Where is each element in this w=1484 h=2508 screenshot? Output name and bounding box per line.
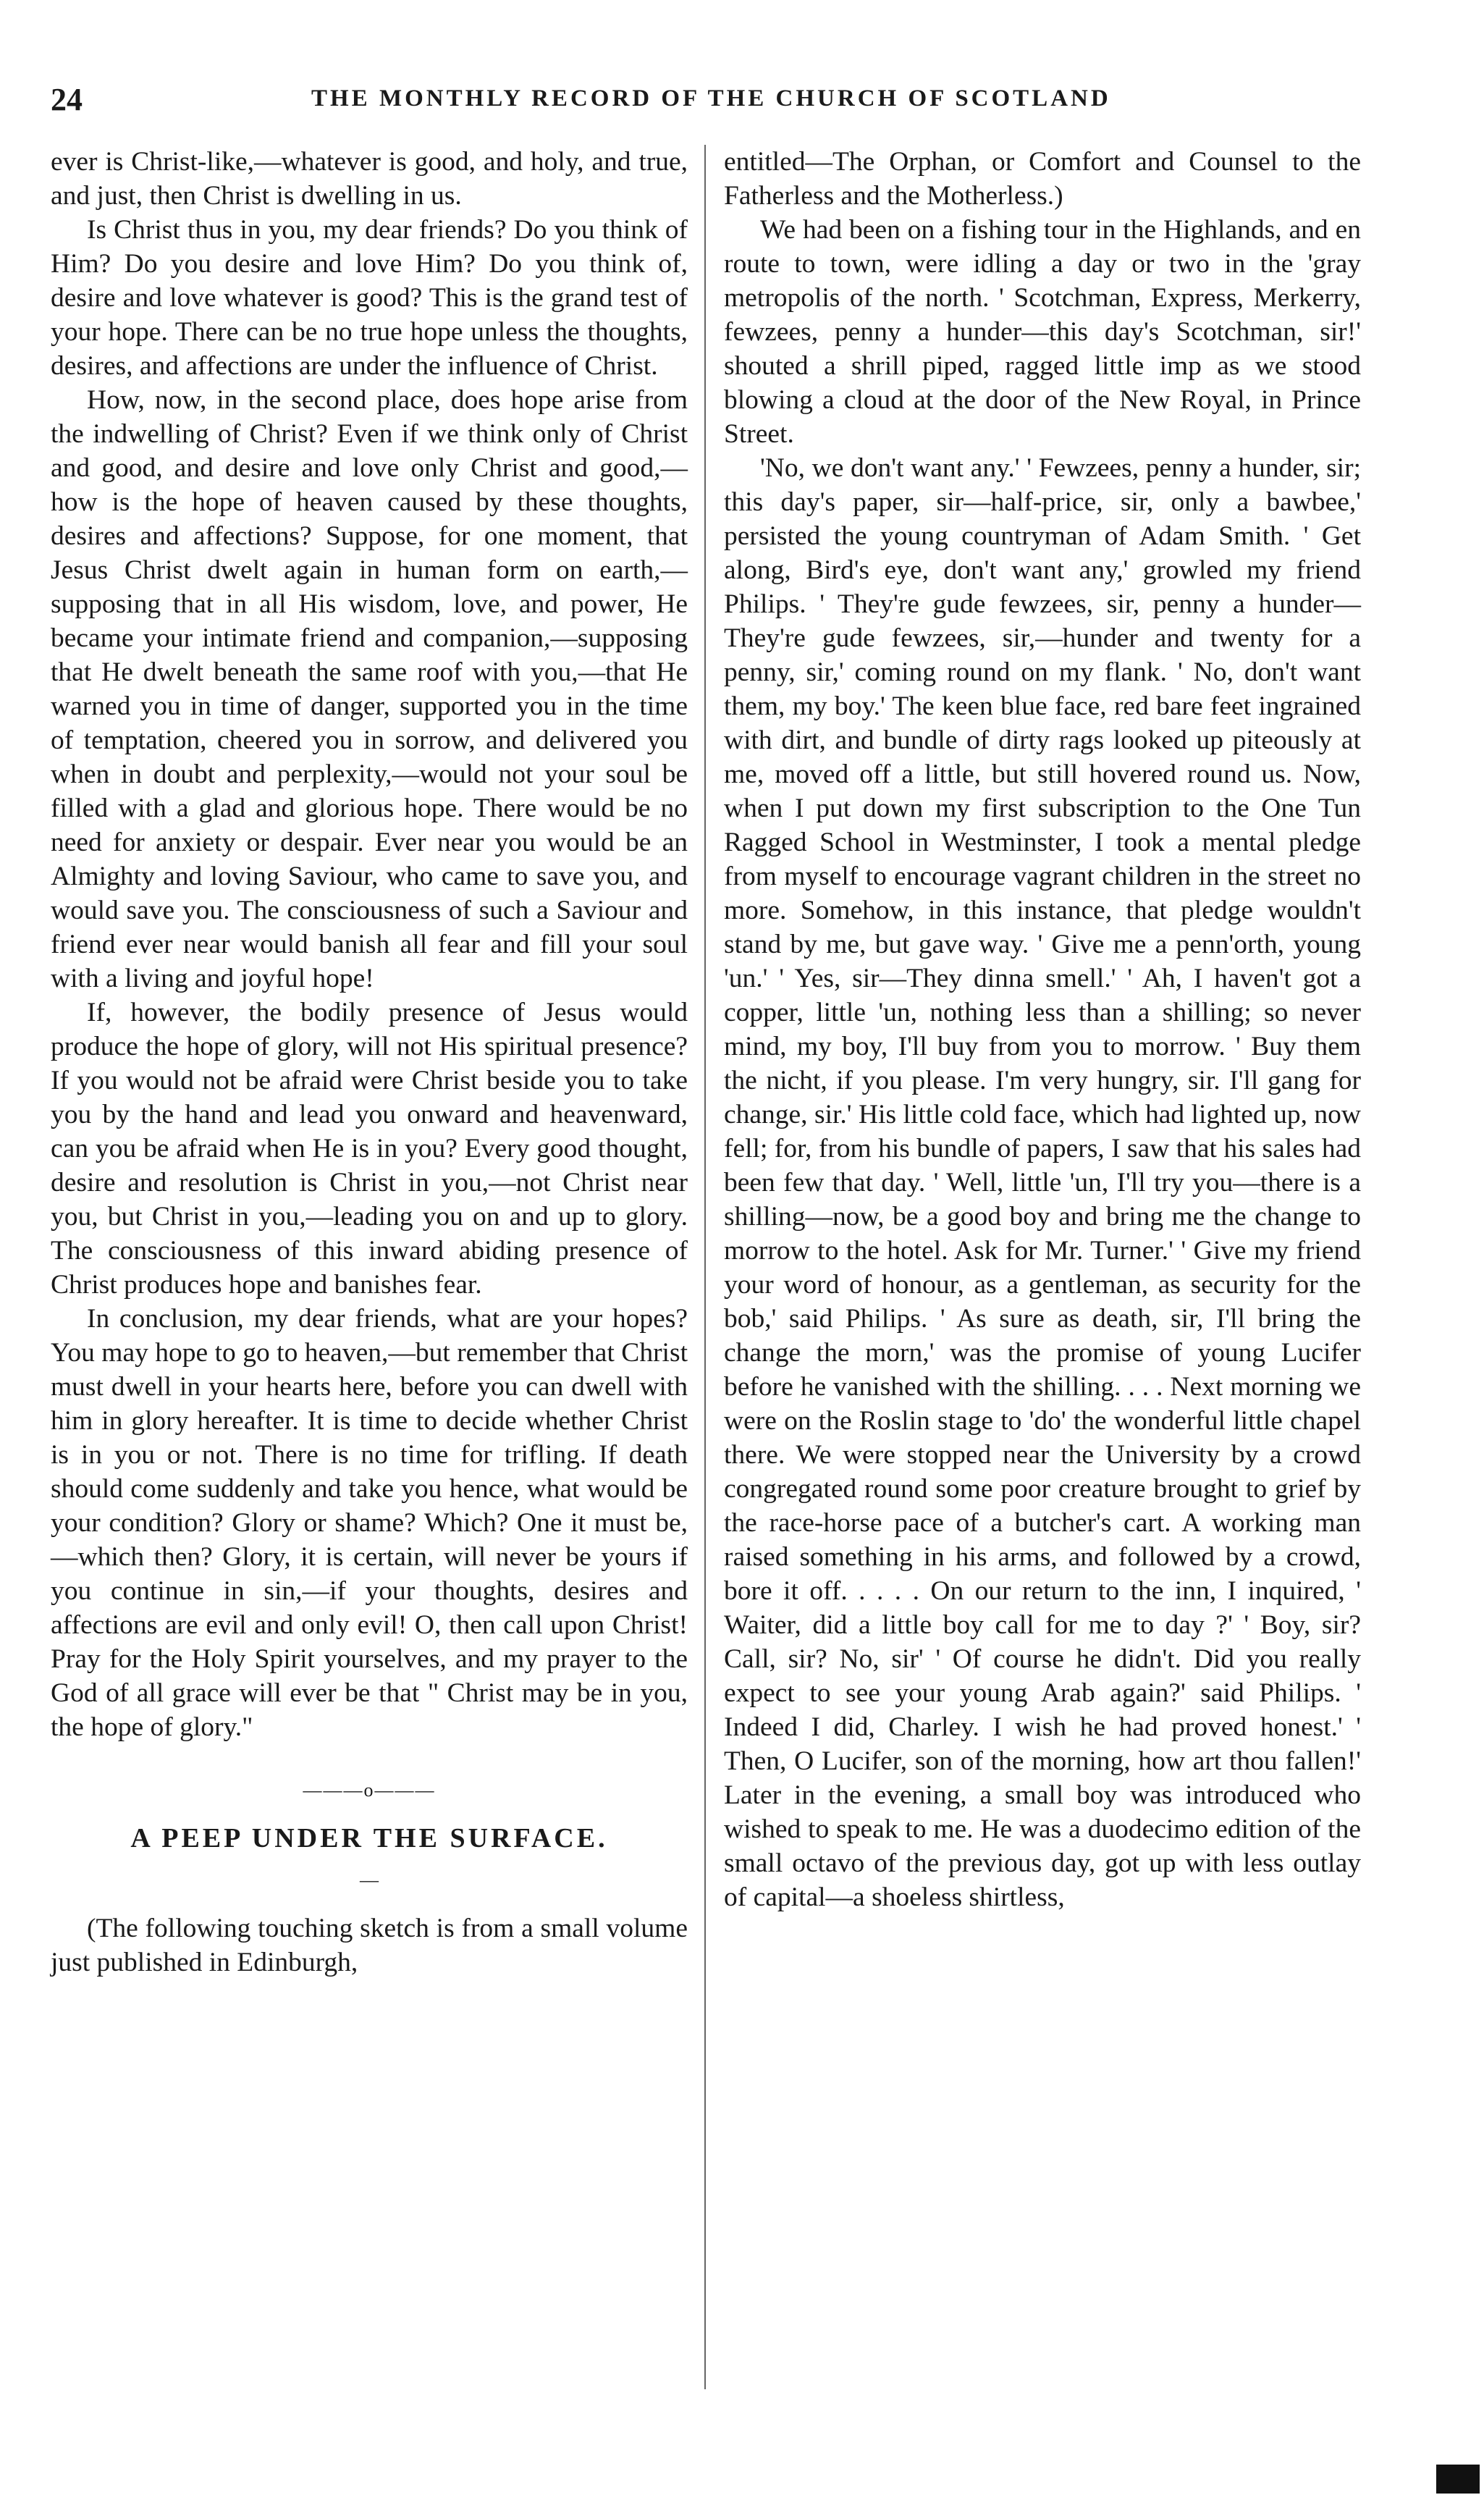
paragraph: (The following touching sketch is from a small volume just published in Edinburgh, [51,1914,688,1977]
section-title: A PEEP UNDER THE SURFACE. [130,1823,608,1853]
paragraph: How, now, in the second place, does hope arise from the indwelling of Christ? Even if we think only of Christ and good, and desire and love only Christ and good,—how is the hope of heaven caused by these thoughts, desires and affections? Suppose, for one moment, that Jesus Christ dwelt again in human form on earth,—supposing that in all His wisdom, love, and power, He became your intimate friend and companion,—supposing that He dwelt beneath the same roof with you,—that He warned you in time of danger, supported you in the time of temptation, cheered you in sorrow, and delivered you when in doubt and perplexity,—would not your soul be filled with a glad and glorious hope. There would be no need for anxiety or despair. Ever near you would be an Almighty and loving Saviour, who came to save you, and would save you. The consciousness of such a Saviour and friend ever near would banish all fear and fill your soul with a living and joyful hope! [51,385,688,993]
paragraph: entitled—The Orphan, or Comfort and Counsel to the Fatherless and the Motherless.) [724,147,1361,211]
section-separator: ———o——— [303,1780,436,1801]
paragraph: If, however, the bodily presence of Jesus would produce the hope of glory, will not His spiritual presence? If you would not be afraid were Christ beside you to take you by the hand and lead you onward and heavenward, can you be afraid when He is in you? Every good thought, desire and resolution is Christ in you,—not Christ near you, but Christ in you,—leading you on and up to glory. The consciousness of this inward abiding presence of Christ produces hope and banishes fear. [51,998,688,1300]
paragraph: Is Christ thus in you, my dear friends? Do you think of Him? Do you desire and love Him? Do you think of, desire and love whatever is good? This is the grand test of your hope. There can be no true hope unless the thoughts, desires, and affections are under the influence of Christ. [51,215,688,381]
title-dash: — [360,1869,379,1890]
paragraph: We had been on a fishing tour in the Highlands, and en route to town, were idling a day or two in the 'gray metropolis of the north. ' Scotchman, Express, Merkerry, fewzees, penny a hunder—this day's Scotchman, sir!' shouted a shrill piped, ragged little imp as we stood blowing a cloud at the door of the New Royal, in Prince Street. [724,215,1361,449]
left-column [51,145,688,1979]
running-title: THE MONTHLY RECORD OF THE CHURCH OF SCOTLAND [311,85,1111,111]
paragraph: ever is Christ-like,—whatever is good, and holy, and true, and just, then Christ is dwelling in us. [51,147,688,211]
column-rule [704,145,706,2389]
scan-edge-mark [1436,2465,1480,2494]
page-header [51,81,1412,125]
paragraph: 'No, we don't want any.' ' Fewzees, penny a hunder, sir; this day's paper, sir—half-price, sir, only a bawbee,' persisted the young countryman of Adam Smith. ' Get along, Bird's eye, don't want any,' growled my friend Philips. ' They're gude fewzees, sir, penny a hunder—They're gude fewzees, sir,—hunder and twenty for a penny, sir,' coming round on my flank. ' No, don't want them, my boy.' The keen blue face, red bare feet ingrained with dirt, and bundle of dirty rags looked up piteously at me, moved off a little, but still hovered round us. Now, when I put down my first subscription to the One Tun Ragged School in Westminster, I took a mental pledge from myself to encourage vagrant children in the street no more. Somehow, in this instance, that pledge wouldn't stand by me, but gave way. ' Give me a penn'orth, young 'un.' ' Yes, sir—They dinna smell.' ' Ah, I haven't got a copper, little 'un, nothing less than a shilling; so never mind, my boy, I'll buy from you to morrow. ' Buy them the nicht, if you please. I'm very hungry, sir. I'll gang for change, sir.' His little cold face, which had lighted up, now fell; for, from his bundle of papers, I saw that his sales had been few that day. ' Well, little 'un, I'll try you—there is a shilling—now, be a good boy and bring me the change to morrow to the hotel. Ask for Mr. Turner.' ' Give my friend your word of honour, as a gentleman, as security for the bob,' said Philips. ' As sure as death, sir, I'll bring the change the morn,' was the promise of young Lucifer before he vanished with the shilling. . . . Next morning we were on the Roslin stage to 'do' the wonderful little chapel there. We were stopped near the University by a crowd congregated round some poor creature brought to grief by the race-horse pace of a butcher's cart. A working man raised something in his arms, and followed by a crowd, bore it off. . . . . On our return to the inn, I inquired, ' Waiter, did a little boy call for me to day ?' ' Boy, sir? Call, sir? No, sir' ' Of course he didn't. Did you really expect to see your young Arab again?' said Philips. ' Indeed I did, Charley. I wish he had proved honest.' ' Then, O Lucifer, son of the morning, how art thou fallen!' Later in the evening, a small boy was introduced who wished to speak to me. He was a duodecimo edition of the small octavo of the previous day, got up with less outlay of capital—a shoeless shirtless, [724,453,1361,1912]
page-number: 24 [51,82,83,117]
paragraph: In conclusion, my dear friends, what are your hopes? You may hope to go to heaven,—but remember that Christ must dwell in your hearts here, before you can dwell with him in glory hereafter. It is time to decide whether Christ is in you or not. There is no time for trifling. If death should come suddenly and take you hence, what would be your condition? Glory or shame? Which? One it must be,—which then? Glory, it is certain, will never be yours if you continue in sin,—if your thoughts, desires and affections are evil and only evil! O, then call upon Christ! Pray for the Holy Spirit yourselves, and my prayer to the God of all grace will ever be that " Christ may be in you, the hope of glory." [51,1304,688,1742]
right-column [724,145,1361,1914]
